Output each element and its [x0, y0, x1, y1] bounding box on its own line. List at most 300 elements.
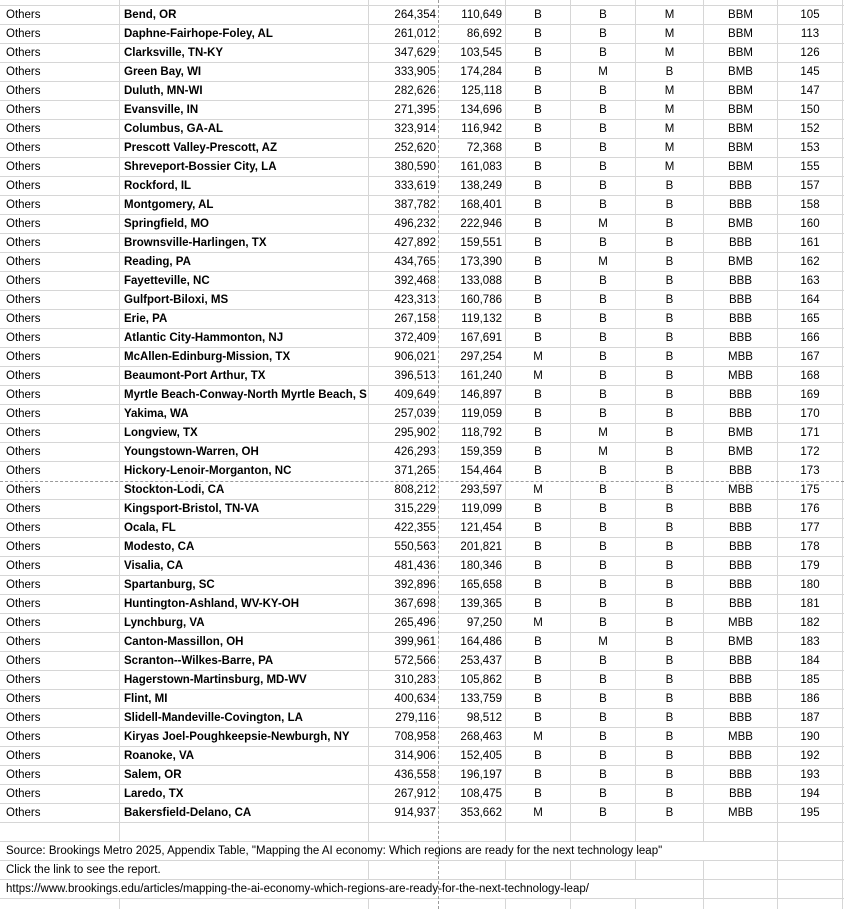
cell-flag-1[interactable]: B — [505, 215, 570, 233]
cell-rank[interactable]: 158 — [777, 196, 842, 214]
empty-cell[interactable] — [777, 861, 842, 879]
cell-code[interactable]: MBB — [703, 614, 777, 632]
cell-flag-1[interactable]: B — [505, 538, 570, 556]
cell-value-2[interactable]: 97,250 — [466, 617, 502, 629]
cell-value-1[interactable]: 282,626 — [368, 82, 439, 100]
cell-flag-3[interactable]: B — [635, 215, 703, 233]
cell-category[interactable]: Others — [6, 351, 41, 363]
cell-category[interactable]: Others — [6, 313, 41, 325]
cell-value-1[interactable]: 387,782 — [368, 196, 439, 214]
cell-value-2[interactable]: 268,463 — [460, 731, 502, 743]
cell-value-1[interactable]: 409,649 — [368, 386, 439, 404]
cell-flag-2[interactable]: B — [570, 538, 635, 556]
cell-code[interactable]: BBB — [703, 557, 777, 575]
empty-cell[interactable] — [505, 861, 570, 879]
cell-value-1[interactable]: 295,902 — [368, 424, 439, 442]
cell-code[interactable]: BBB — [703, 519, 777, 537]
cell-flag-1[interactable]: B — [505, 158, 570, 176]
cell-value-2[interactable]: 133,759 — [460, 693, 502, 705]
cell-metro[interactable]: Lynchburg, VA — [119, 614, 368, 632]
cell-metro[interactable]: Shreveport-Bossier City, LA — [119, 158, 368, 176]
cell-value-2[interactable]: 125,118 — [461, 85, 502, 97]
cell-metro[interactable]: Beaumont-Port Arthur, TX — [119, 367, 368, 385]
empty-cell[interactable] — [119, 0, 368, 5]
cell-value-1[interactable]: 261,012 — [368, 25, 439, 43]
cell-flag-3[interactable]: M — [635, 158, 703, 176]
cell-rank[interactable]: 180 — [777, 576, 842, 594]
cell-value-2[interactable]: 119,132 — [461, 313, 502, 325]
cell-flag-1[interactable]: B — [505, 139, 570, 157]
cell-flag-1[interactable]: B — [505, 6, 570, 24]
empty-cell[interactable] — [505, 0, 570, 5]
cell-category[interactable]: Others — [6, 484, 41, 496]
cell-category[interactable]: Others — [6, 788, 41, 800]
cell-value-1[interactable]: 481,436 — [368, 557, 439, 575]
cell-flag-3[interactable]: B — [635, 481, 703, 499]
cell-value-1[interactable]: 267,158 — [368, 310, 439, 328]
cell-category[interactable]: Others — [6, 66, 41, 78]
cell-category[interactable]: Others — [6, 256, 41, 268]
cell-value-1[interactable]: 371,265 — [368, 462, 439, 481]
cell-code[interactable]: BBB — [703, 291, 777, 309]
cell-rank[interactable]: 152 — [777, 120, 842, 138]
cell-value-1[interactable]: 372,409 — [368, 329, 439, 347]
cell-rank[interactable]: 168 — [777, 367, 842, 385]
cell-metro[interactable]: Daphne-Fairhope-Foley, AL — [119, 25, 368, 43]
cell-flag-3[interactable]: B — [635, 386, 703, 404]
cell-flag-3[interactable]: B — [635, 196, 703, 214]
cell-category[interactable]: Others — [6, 237, 41, 249]
cell-flag-3[interactable]: M — [635, 25, 703, 43]
cell-metro[interactable]: Green Bay, WI — [119, 63, 368, 81]
cell-metro[interactable]: Brownsville-Harlingen, TX — [119, 234, 368, 252]
cell-code[interactable]: BBB — [703, 500, 777, 518]
cell-metro[interactable]: Springfield, MO — [119, 215, 368, 233]
cell-value-2[interactable]: 173,390 — [460, 256, 502, 268]
cell-flag-2[interactable]: B — [570, 614, 635, 632]
cell-flag-3[interactable]: B — [635, 804, 703, 822]
cell-flag-1[interactable]: B — [505, 766, 570, 784]
cell-flag-3[interactable]: M — [635, 101, 703, 119]
cell-flag-2[interactable]: M — [570, 63, 635, 81]
cell-flag-3[interactable]: B — [635, 690, 703, 708]
cell-category[interactable]: Others — [6, 85, 41, 97]
cell-flag-1[interactable]: B — [505, 234, 570, 252]
cell-metro[interactable]: Canton-Massillon, OH — [119, 633, 368, 651]
cell-metro[interactable]: Flint, MI — [119, 690, 368, 708]
empty-cell[interactable] — [703, 880, 777, 898]
cell-rank[interactable]: 163 — [777, 272, 842, 290]
cell-category[interactable]: Others — [6, 579, 41, 591]
cell-flag-2[interactable]: B — [570, 386, 635, 404]
cell-flag-1[interactable]: B — [505, 652, 570, 670]
cell-rank[interactable]: 181 — [777, 595, 842, 613]
cell-flag-1[interactable]: B — [505, 405, 570, 423]
cell-flag-1[interactable]: B — [505, 424, 570, 442]
cell-value-1[interactable]: 333,905 — [368, 63, 439, 81]
cell-value-2[interactable]: 146,897 — [460, 389, 502, 401]
cell-flag-3[interactable]: B — [635, 538, 703, 556]
cell-code[interactable]: BBB — [703, 538, 777, 556]
cell-value-2[interactable]: 110,649 — [461, 9, 502, 21]
cell-code[interactable]: BBM — [703, 139, 777, 157]
cell-metro[interactable]: Bakersfield-Delano, CA — [119, 804, 368, 822]
cell-value-2[interactable]: 118,792 — [461, 427, 502, 439]
cell-flag-1[interactable]: B — [505, 576, 570, 594]
cell-code[interactable]: BBB — [703, 671, 777, 689]
cell-flag-2[interactable]: B — [570, 158, 635, 176]
cell-category[interactable]: Others — [6, 655, 41, 667]
cell-flag-2[interactable]: B — [570, 728, 635, 746]
cell-value-1[interactable]: 708,958 — [368, 728, 439, 746]
cell-metro[interactable]: Evansville, IN — [119, 101, 368, 119]
cell-code[interactable]: BBB — [703, 310, 777, 328]
empty-cell[interactable] — [777, 823, 842, 841]
cell-flag-3[interactable]: B — [635, 709, 703, 727]
cell-value-1[interactable]: 323,914 — [368, 120, 439, 138]
cell-flag-2[interactable]: B — [570, 348, 635, 366]
cell-flag-3[interactable]: B — [635, 253, 703, 271]
cell-flag-3[interactable]: M — [635, 82, 703, 100]
cell-code[interactable]: BMB — [703, 215, 777, 233]
cell-value-2[interactable]: 119,059 — [461, 408, 502, 420]
cell-flag-2[interactable]: B — [570, 481, 635, 499]
cell-value-1[interactable]: 914,937 — [368, 804, 439, 822]
cell-category[interactable]: Others — [6, 427, 41, 439]
cell-value-2[interactable]: 196,197 — [460, 769, 502, 781]
cell-code[interactable]: BBB — [703, 177, 777, 195]
cell-rank[interactable]: 165 — [777, 310, 842, 328]
cell-code[interactable]: BBB — [703, 652, 777, 670]
cell-flag-3[interactable]: B — [635, 367, 703, 385]
cell-flag-1[interactable]: B — [505, 557, 570, 575]
cell-code[interactable]: BBB — [703, 196, 777, 214]
cell-rank[interactable]: 155 — [777, 158, 842, 176]
cell-metro[interactable]: Columbus, GA-AL — [119, 120, 368, 138]
cell-flag-2[interactable]: B — [570, 519, 635, 537]
cell-metro[interactable]: Salem, OR — [119, 766, 368, 784]
cell-flag-1[interactable]: B — [505, 291, 570, 309]
cell-rank[interactable]: 178 — [777, 538, 842, 556]
empty-cell[interactable] — [635, 861, 703, 879]
cell-value-2[interactable]: 133,088 — [460, 275, 502, 287]
cell-value-2[interactable]: 86,692 — [466, 28, 502, 40]
cell-flag-2[interactable]: B — [570, 766, 635, 784]
cell-value-2[interactable]: 154,464 — [460, 465, 502, 477]
cell-rank[interactable]: 166 — [777, 329, 842, 347]
cell-rank[interactable]: 176 — [777, 500, 842, 518]
empty-cell[interactable] — [703, 823, 777, 841]
empty-cell[interactable] — [439, 0, 505, 5]
empty-cell[interactable] — [570, 861, 635, 879]
cell-value-2[interactable]: 201,821 — [460, 541, 502, 553]
cell-code[interactable]: MBB — [703, 481, 777, 499]
cell-value-2[interactable]: 134,696 — [460, 104, 502, 116]
cell-flag-1[interactable]: B — [505, 25, 570, 43]
cell-code[interactable]: MBB — [703, 367, 777, 385]
empty-cell[interactable] — [439, 899, 505, 909]
cell-flag-3[interactable]: B — [635, 462, 703, 481]
cell-metro[interactable]: Reading, PA — [119, 253, 368, 271]
cell-rank[interactable]: 171 — [777, 424, 842, 442]
cell-category[interactable]: Others — [6, 275, 41, 287]
cell-value-1[interactable]: 434,765 — [368, 253, 439, 271]
cell-category[interactable]: Others — [6, 807, 41, 819]
cell-value-1[interactable]: 906,021 — [368, 348, 439, 366]
cell-category[interactable]: Others — [6, 522, 41, 534]
cell-rank[interactable]: 113 — [777, 25, 842, 43]
cell-value-2[interactable]: 103,545 — [460, 47, 502, 59]
cell-metro[interactable]: Clarksville, TN-KY — [119, 44, 368, 62]
cell-value-1[interactable]: 392,468 — [368, 272, 439, 290]
empty-cell[interactable] — [635, 899, 703, 909]
cell-value-2[interactable]: 116,942 — [461, 123, 502, 135]
cell-category[interactable]: Others — [6, 541, 41, 553]
cell-value-1[interactable]: 572,566 — [368, 652, 439, 670]
cell-rank[interactable]: 145 — [777, 63, 842, 81]
cell-rank[interactable]: 105 — [777, 6, 842, 24]
cell-value-1[interactable]: 314,906 — [368, 747, 439, 765]
cell-flag-2[interactable]: M — [570, 633, 635, 651]
cell-flag-3[interactable]: B — [635, 595, 703, 613]
empty-cell[interactable] — [570, 0, 635, 5]
cell-rank[interactable]: 194 — [777, 785, 842, 803]
cell-value-1[interactable]: 257,039 — [368, 405, 439, 423]
cell-code[interactable]: BBB — [703, 747, 777, 765]
cell-rank[interactable]: 172 — [777, 443, 842, 461]
cell-code[interactable]: MBB — [703, 804, 777, 822]
cell-code[interactable]: BBM — [703, 101, 777, 119]
cell-flag-2[interactable]: B — [570, 310, 635, 328]
cell-metro[interactable]: Scranton--Wilkes-Barre, PA — [119, 652, 368, 670]
cell-flag-3[interactable]: B — [635, 329, 703, 347]
cell-value-1[interactable]: 436,558 — [368, 766, 439, 784]
cell-value-1[interactable]: 496,232 — [368, 215, 439, 233]
cell-rank[interactable]: 162 — [777, 253, 842, 271]
empty-cell[interactable] — [0, 823, 119, 841]
report-url[interactable]: https://www.brookings.edu/articles/mapping-the-ai-economy-which-regions-are-ready-for-the-next-technology-leap/ — [6, 883, 589, 895]
empty-cell[interactable] — [368, 823, 439, 841]
cell-flag-2[interactable]: B — [570, 177, 635, 195]
cell-value-2[interactable]: 139,365 — [460, 598, 502, 610]
cell-metro[interactable]: Montgomery, AL — [119, 196, 368, 214]
cell-code[interactable]: BMB — [703, 63, 777, 81]
empty-cell[interactable] — [777, 0, 842, 5]
cell-metro[interactable]: Duluth, MN-WI — [119, 82, 368, 100]
cell-rank[interactable]: 157 — [777, 177, 842, 195]
cell-metro[interactable]: Yakima, WA — [119, 405, 368, 423]
cell-value-2[interactable]: 253,437 — [460, 655, 502, 667]
cell-metro[interactable]: Kingsport-Bristol, TN-VA — [119, 500, 368, 518]
cell-code[interactable]: BBM — [703, 82, 777, 100]
cell-category[interactable]: Others — [6, 617, 41, 629]
cell-flag-1[interactable]: B — [505, 690, 570, 708]
cell-metro[interactable]: Roanoke, VA — [119, 747, 368, 765]
cell-category[interactable]: Others — [6, 389, 41, 401]
cell-rank[interactable]: 173 — [777, 462, 842, 481]
cell-flag-1[interactable]: M — [505, 481, 570, 499]
cell-value-2[interactable]: 72,368 — [466, 142, 502, 154]
cell-category[interactable]: Others — [6, 28, 41, 40]
cell-flag-3[interactable]: B — [635, 557, 703, 575]
cell-category[interactable]: Others — [6, 465, 41, 477]
cell-rank[interactable]: 193 — [777, 766, 842, 784]
cell-code[interactable]: BMB — [703, 424, 777, 442]
cell-category[interactable]: Others — [6, 332, 41, 344]
cell-metro[interactable]: Myrtle Beach-Conway-North Myrtle Beach, S — [119, 386, 368, 404]
empty-cell[interactable] — [777, 880, 842, 898]
cell-code[interactable]: BMB — [703, 443, 777, 461]
cell-flag-2[interactable]: B — [570, 804, 635, 822]
cell-rank[interactable]: 187 — [777, 709, 842, 727]
cell-flag-2[interactable]: B — [570, 785, 635, 803]
cell-flag-1[interactable]: B — [505, 633, 570, 651]
cell-flag-1[interactable]: M — [505, 614, 570, 632]
cell-category[interactable]: Others — [6, 674, 41, 686]
cell-category[interactable]: Others — [6, 142, 41, 154]
cell-code[interactable]: BBB — [703, 595, 777, 613]
cell-rank[interactable]: 126 — [777, 44, 842, 62]
cell-flag-2[interactable]: B — [570, 139, 635, 157]
cell-flag-2[interactable]: B — [570, 120, 635, 138]
cell-flag-1[interactable]: B — [505, 462, 570, 481]
empty-cell[interactable] — [119, 823, 368, 841]
cell-flag-2[interactable]: B — [570, 196, 635, 214]
cell-flag-1[interactable]: B — [505, 63, 570, 81]
empty-cell[interactable] — [635, 823, 703, 841]
cell-rank[interactable]: 179 — [777, 557, 842, 575]
cell-code[interactable]: BBB — [703, 234, 777, 252]
cell-rank[interactable]: 150 — [777, 101, 842, 119]
cell-code[interactable]: BBB — [703, 576, 777, 594]
cell-value-1[interactable]: 423,313 — [368, 291, 439, 309]
cell-flag-2[interactable]: B — [570, 462, 635, 481]
cell-category[interactable]: Others — [6, 503, 41, 515]
empty-cell[interactable] — [703, 0, 777, 5]
cell-flag-3[interactable]: B — [635, 63, 703, 81]
cell-category[interactable]: Others — [6, 123, 41, 135]
cell-flag-1[interactable]: B — [505, 272, 570, 290]
cell-value-2[interactable]: 121,454 — [460, 522, 502, 534]
cell-flag-2[interactable]: M — [570, 443, 635, 461]
cell-code[interactable]: BBB — [703, 329, 777, 347]
cell-value-1[interactable]: 264,354 — [368, 6, 439, 24]
cell-flag-2[interactable]: M — [570, 215, 635, 233]
cell-value-2[interactable]: 108,475 — [460, 788, 502, 800]
cell-category[interactable]: Others — [6, 750, 41, 762]
cell-value-2[interactable]: 159,551 — [460, 237, 502, 249]
cell-code[interactable]: BBB — [703, 709, 777, 727]
cell-flag-2[interactable]: B — [570, 671, 635, 689]
empty-cell[interactable] — [505, 823, 570, 841]
cell-flag-1[interactable]: B — [505, 253, 570, 271]
cell-category[interactable]: Others — [6, 161, 41, 173]
cell-value-1[interactable]: 252,620 — [368, 139, 439, 157]
cell-value-2[interactable]: 161,083 — [460, 161, 502, 173]
cell-flag-2[interactable]: M — [570, 424, 635, 442]
cell-metro[interactable]: Modesto, CA — [119, 538, 368, 556]
cell-value-1[interactable]: 265,496 — [368, 614, 439, 632]
cell-value-1[interactable]: 550,563 — [368, 538, 439, 556]
cell-rank[interactable]: 185 — [777, 671, 842, 689]
cell-value-1[interactable]: 315,229 — [368, 500, 439, 518]
cell-value-1[interactable]: 310,283 — [368, 671, 439, 689]
cell-code[interactable]: BBM — [703, 6, 777, 24]
cell-value-2[interactable]: 138,249 — [460, 180, 502, 192]
cell-flag-2[interactable]: B — [570, 405, 635, 423]
cell-rank[interactable]: 164 — [777, 291, 842, 309]
cell-value-2[interactable]: 180,346 — [460, 560, 502, 572]
empty-cell[interactable] — [777, 899, 842, 909]
cell-flag-2[interactable]: B — [570, 329, 635, 347]
cell-flag-2[interactable]: B — [570, 709, 635, 727]
cell-code[interactable]: BBM — [703, 44, 777, 62]
cell-value-1[interactable]: 400,634 — [368, 690, 439, 708]
cell-rank[interactable]: 184 — [777, 652, 842, 670]
cell-value-1[interactable]: 422,355 — [368, 519, 439, 537]
empty-cell[interactable] — [777, 842, 842, 860]
cell-flag-3[interactable]: M — [635, 139, 703, 157]
cell-value-1[interactable]: 380,590 — [368, 158, 439, 176]
cell-value-1[interactable]: 347,629 — [368, 44, 439, 62]
cell-flag-1[interactable]: B — [505, 177, 570, 195]
cell-value-2[interactable]: 152,405 — [460, 750, 502, 762]
cell-code[interactable]: MBB — [703, 348, 777, 366]
empty-cell[interactable] — [703, 899, 777, 909]
cell-flag-3[interactable]: B — [635, 405, 703, 423]
cell-rank[interactable]: 161 — [777, 234, 842, 252]
cell-flag-3[interactable]: B — [635, 633, 703, 651]
cell-flag-3[interactable]: M — [635, 6, 703, 24]
cell-metro[interactable]: Stockton-Lodi, CA — [119, 481, 368, 499]
cell-code[interactable]: BBM — [703, 120, 777, 138]
cell-value-1[interactable]: 808,212 — [368, 481, 439, 499]
empty-cell[interactable] — [570, 823, 635, 841]
cell-category[interactable]: Others — [6, 180, 41, 192]
cell-rank[interactable]: 183 — [777, 633, 842, 651]
cell-flag-1[interactable]: B — [505, 519, 570, 537]
cell-metro[interactable]: Ocala, FL — [119, 519, 368, 537]
cell-code[interactable]: BMB — [703, 633, 777, 651]
cell-flag-3[interactable]: B — [635, 310, 703, 328]
cell-flag-1[interactable]: B — [505, 595, 570, 613]
cell-value-2[interactable]: 161,240 — [460, 370, 502, 382]
empty-cell[interactable] — [439, 823, 505, 841]
cell-metro[interactable]: Fayetteville, NC — [119, 272, 368, 290]
empty-cell[interactable] — [570, 899, 635, 909]
cell-flag-2[interactable]: B — [570, 291, 635, 309]
cell-category[interactable]: Others — [6, 560, 41, 572]
cell-rank[interactable]: 147 — [777, 82, 842, 100]
cell-value-2[interactable]: 293,597 — [460, 484, 502, 496]
cell-category[interactable]: Others — [6, 769, 41, 781]
cell-value-1[interactable]: 367,698 — [368, 595, 439, 613]
cell-flag-1[interactable]: B — [505, 386, 570, 404]
cell-rank[interactable]: 167 — [777, 348, 842, 366]
cell-flag-3[interactable]: B — [635, 728, 703, 746]
cell-value-1[interactable]: 426,293 — [368, 443, 439, 461]
cell-flag-3[interactable]: B — [635, 519, 703, 537]
cell-value-2[interactable]: 353,662 — [460, 807, 502, 819]
cell-flag-1[interactable]: B — [505, 120, 570, 138]
cell-code[interactable]: BBB — [703, 785, 777, 803]
cell-flag-1[interactable]: M — [505, 728, 570, 746]
cell-flag-3[interactable]: M — [635, 120, 703, 138]
cell-code[interactable]: BBB — [703, 462, 777, 481]
cell-flag-1[interactable]: B — [505, 443, 570, 461]
cell-flag-1[interactable]: B — [505, 671, 570, 689]
cell-category[interactable]: Others — [6, 408, 41, 420]
